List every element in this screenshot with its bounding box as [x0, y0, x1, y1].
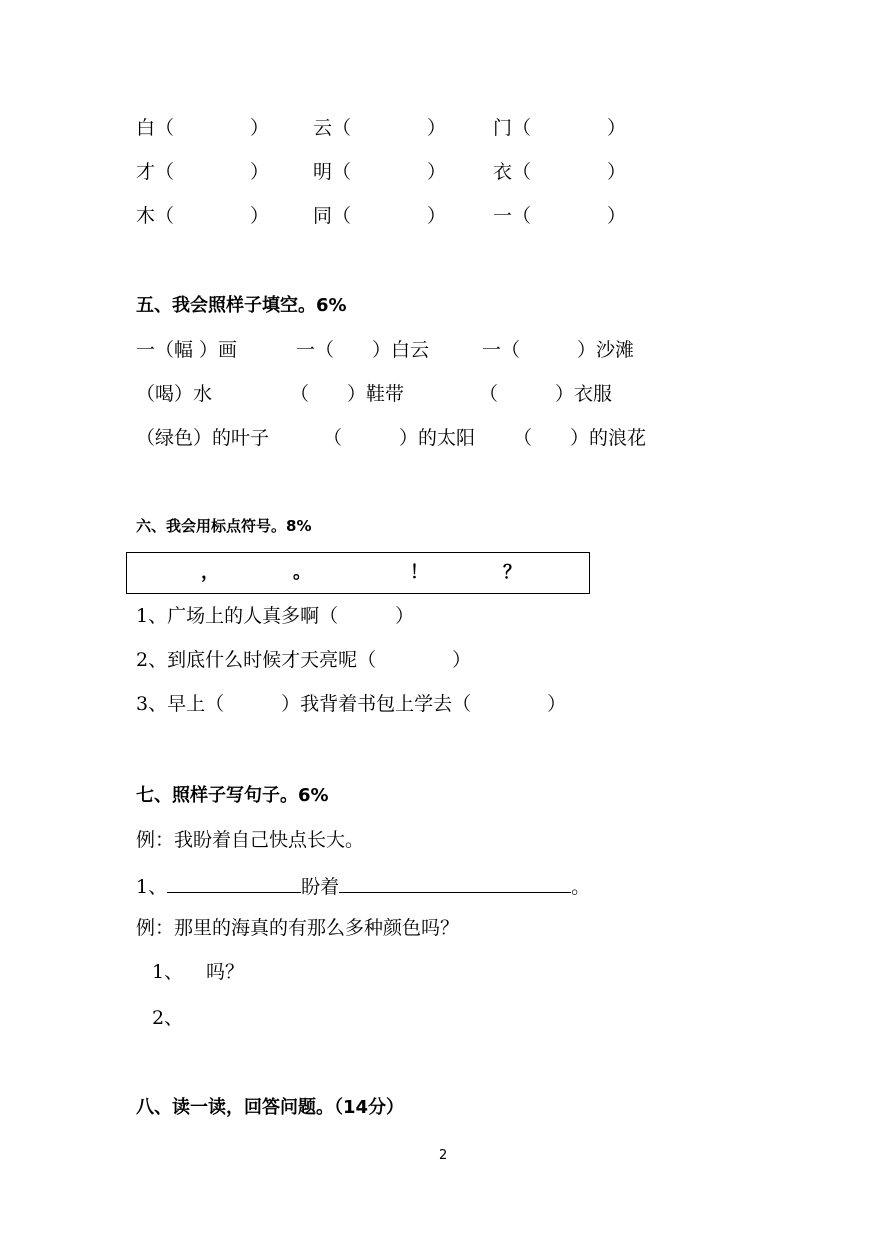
char-blank-mu[interactable]: 木（ ）	[136, 205, 270, 227]
punctuation-box	[126, 552, 590, 594]
verb-blank-clothes[interactable]: （ ）衣服	[479, 383, 613, 405]
char-blank-tong[interactable]: 同（ ）	[313, 205, 447, 227]
punct-item-3[interactable]: 3、早上（ ）我背着书包上学去（ ）	[136, 693, 567, 715]
verb-blank-shoelace[interactable]: （ ）鞋带	[290, 383, 405, 405]
char-blank-ming[interactable]: 明（ ）	[313, 161, 447, 183]
adjective-example: （绿色）的叶子	[136, 427, 270, 449]
section6-title: 六、我会用标点符号。8%	[136, 517, 312, 535]
punct-item-1[interactable]: 1、广场上的人真多啊（ ）	[136, 605, 415, 627]
measure-word-blank-beach[interactable]: 一（ ）沙滩	[482, 339, 635, 361]
char-blank-yi-clothes[interactable]: 衣（ ）	[493, 161, 627, 183]
char-blank-men[interactable]: 门（ ）	[493, 117, 627, 139]
punct-period: 。	[293, 562, 311, 583]
sentence-line-1-end: 。	[571, 876, 591, 898]
punct-item-2[interactable]: 2、到底什么时候才天亮呢（ ）	[136, 649, 472, 671]
punct-question: ？	[503, 562, 521, 583]
verb-example: （喝）水	[136, 383, 213, 405]
sentence-blank-after[interactable]	[339, 872, 571, 893]
adjective-blank-waves[interactable]: （ ）的浪花	[513, 427, 647, 449]
punct-exclamation: ！	[410, 562, 428, 583]
sentence-line-2b-number[interactable]: 2、	[152, 1007, 184, 1029]
page-number: 2	[439, 1148, 448, 1163]
char-blank-bai[interactable]: 白（ ）	[136, 117, 270, 139]
sentence-line-1-number: 1、	[136, 876, 168, 898]
char-blank-yi-one[interactable]: 一（ ）	[493, 205, 627, 227]
sentence-example-2: 例：那里的海真的有那么多种颜色吗？	[136, 917, 460, 939]
section5-title: 五、我会照样子填空。6%	[136, 295, 347, 316]
adjective-blank-sun[interactable]: （ ）的太阳	[323, 427, 476, 449]
sentence-example-1: 例：我盼着自己快点长大。	[136, 829, 365, 851]
sentence-line-2a-end[interactable]: 吗？	[206, 961, 245, 983]
sentence-line-1-keyword: 盼着	[301, 876, 340, 898]
sentence-blank-before[interactable]	[167, 872, 301, 893]
measure-word-example: 一（幅 ）画	[136, 339, 238, 361]
section8-title: 八、读一读，回答问题。（14分）	[136, 1097, 405, 1118]
sentence-line-1	[136, 872, 590, 899]
sentence-line-2a-number: 1、	[152, 961, 184, 983]
section7-title: 七、照样子写句子。6%	[136, 785, 329, 806]
char-blank-cai[interactable]: 才（ ）	[136, 161, 270, 183]
measure-word-blank-clouds[interactable]: 一（ ）白云	[296, 339, 430, 361]
punct-comma: ，	[201, 562, 219, 583]
char-blank-yun[interactable]: 云（ ）	[313, 117, 447, 139]
